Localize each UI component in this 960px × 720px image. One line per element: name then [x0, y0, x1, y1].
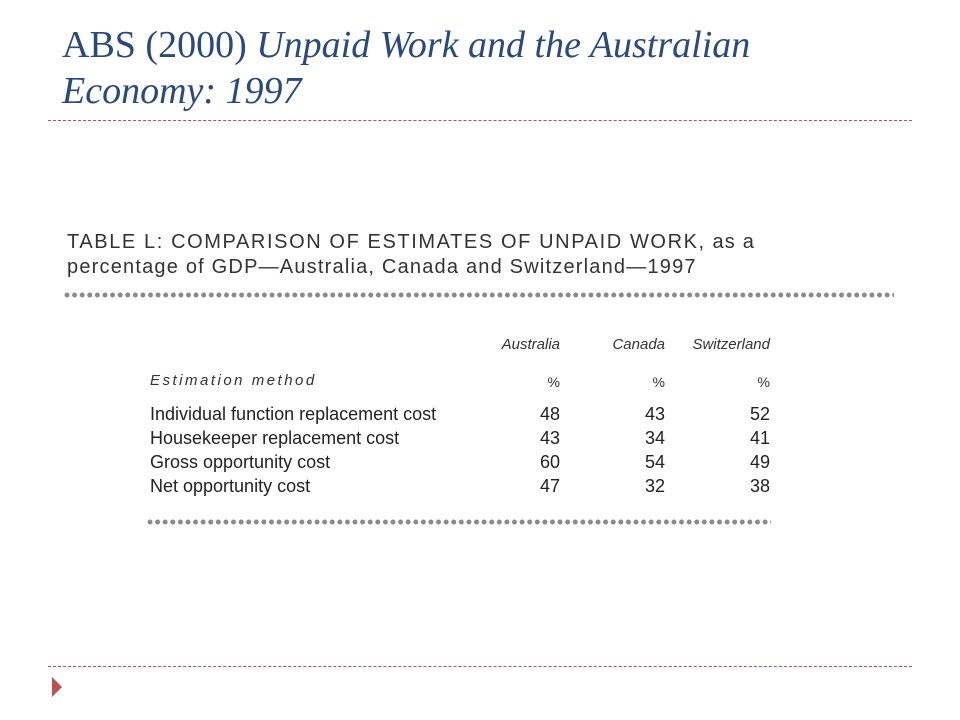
dotted-rule-bottom: [147, 519, 771, 525]
cell-switzerland: 38: [749, 476, 770, 496]
cell-australia: 43: [539, 428, 560, 448]
table-caption-caps: TABLE L: COMPARISON OF ESTIMATES OF UNPAID WORK,: [67, 231, 706, 253]
table-caption-rest: as a: [705, 231, 756, 253]
title-italic-line1: Unpaid Work and the Australian: [256, 24, 751, 66]
table-caption-line2: percentage of GDP—Australia, Canada and Switzerland—1997: [67, 256, 697, 278]
cell-canada: 32: [644, 476, 665, 496]
table-row: [150, 474, 770, 498]
unit-canada: %: [652, 374, 665, 390]
unit-australia: %: [547, 374, 560, 390]
bottom-dashed-divider: [48, 666, 912, 667]
title-plain: ABS (2000): [62, 24, 257, 66]
table-row: [150, 450, 770, 474]
column-header-switzerland: Switzerland: [692, 336, 770, 353]
title-italic-line2: Economy: 1997: [62, 70, 302, 112]
cell-canada: 54: [644, 452, 665, 472]
table-row: [150, 402, 770, 426]
cell-switzerland: 52: [749, 404, 770, 424]
row-label: Housekeeper replacement cost: [150, 428, 400, 448]
slide-title: [62, 22, 922, 114]
row-label: Gross opportunity cost: [150, 452, 331, 472]
cell-switzerland: 41: [749, 428, 770, 448]
unit-switzerland: %: [757, 374, 770, 390]
column-header-australia: Australia: [501, 336, 560, 353]
top-dashed-divider: [48, 120, 912, 121]
cell-canada: 43: [644, 404, 665, 424]
cell-australia: 47: [539, 476, 560, 496]
table-caption: [67, 230, 907, 280]
row-label: Individual function replacement cost: [150, 404, 437, 424]
cell-canada: 34: [644, 428, 665, 448]
column-header-canada: Canada: [612, 336, 665, 353]
row-label: Net opportunity cost: [150, 476, 311, 496]
cell-australia: 60: [539, 452, 560, 472]
dotted-rule-top: [64, 292, 894, 298]
cell-switzerland: 49: [749, 452, 770, 472]
estimation-method-header: Estimation method: [150, 372, 317, 389]
cell-australia: 48: [539, 404, 560, 424]
table-row: [150, 426, 770, 450]
triangle-bullet-icon: [52, 677, 62, 697]
